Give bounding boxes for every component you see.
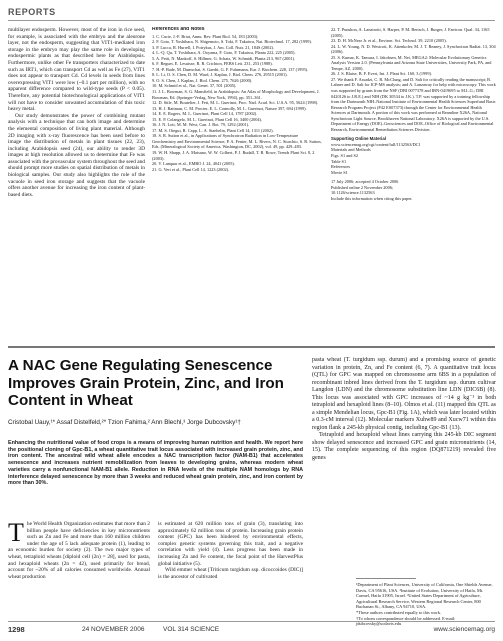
article-authors: Cristobal Uauy,¹* Assaf Distelfeld,²* Tzion Fahima,² Ann Blechl,³ Jorge Dubcovsky¹† [8,419,241,426]
reference-item: 6. F. Reguet, E. Lesuisse, R. R. Crichton, FEBS Lett. 231, 253 (1988). [152,61,273,67]
reference-item: 20. V. Lanquar et al., EMBO J. 24, 4041 (2005). [152,161,235,167]
volume: VOL 314 SCIENCE [163,626,220,633]
page-footer [8,621,495,636]
reference-item: 22. T. Punshon, A. Lanzirotti, S. Harper, P. M. Bertsch, J. Burger, J. Environ. Qual. 34, 1165 (2005). [331,27,490,38]
references-heading: References and Notes [152,27,205,32]
body-text: Wild emmer wheat [Triticum turgidum ssp. dicoccoides (DIC)] is the ancestor of cultivated [158,567,303,580]
article-abstract: Enhancing the nutritional value of food crops is a means of improving human nutrition and health. We report here the positional cloning of Gpc-B1, a wheat quantitative trait locus associated with increased grain protein, zinc, and iron content. The ancestral wild wheat allele encodes a NAC transcription factor (NAM-B1) that accelerates senescence and increases nutrient remobilization from leaves to developing grains, whereas modern wheat varieties carry a nonfunctional NAM-B1 allele. Reduction in RNA levels of the multiple NAM homologs by RNA interference delayed senescence by more than 3 weeks and reduced wheat grain protein, zinc, and iron content by more than 30%. [8,440,303,487]
body-column-3 [312,357,496,575]
body-text: Tetraploid and hexaploid wheat lines carrying this 245-kb DIC segment show delayed senescence and increased GPC and grain micronutrients (14, 15). The complete sequencing of this region (DQ871219) revealed five genes [312,432,496,461]
dropcap: T [8,521,24,547]
section-label: REPORTS [8,7,56,17]
reference-item: Include this information when citing this paper. [331,195,413,201]
issue-date: 24 NOVEMBER 2006 [82,626,145,633]
reference-item: 17. M. S. Otegui, R. Capp, L. A. Staehelin, Plant Cell 14, 1311 (2002). [152,127,274,133]
reference-item: www.sciencemag.org/cgi/content/full/1132563/DC1 [331,141,421,147]
paragraph: multilayer endosperm. However, most of the iron in rice seed, for example, is associated with the embryo and the aleurone layer, not the endosperm, suggesting that VIT1-mediated iron storage in the embryo may play the same role in developing endospermic plants as that described here for Arabidopsis. Furthermore, unlike other Fe transporters characterized to date such as IRT1, which can transport Cd as well as Fe (27), VIT1 does not appear to transport Cd. Cd levels in seeds from lines overexpressing VIT1 were low (~0.1 part per million), with no apparent difference compared to wild-type seeds (P < 0.05). Therefore, any potential biotechnological applications of VIT1 will not have to consider unwanted accumulation of this toxic heavy metal. [8,27,145,113]
reference-item: 19. W. H. Shapp, J. A. Maisano, W. W. Colbert, P. J. Rudall, T. B. Rowe, Trends Plant Sci. 8, 2 (2003). [152,150,315,161]
reference-item: 3. P. Lucca, R. Hurrell, I. Potrykus, J. Am. Coll. Nutr. 21, 184S (2002). [152,44,274,50]
reference-item: 17 July 2006; accepted 4 October 2006 [331,179,399,185]
reference-item: 12. D. Stile, M. Boutelier, J. Fett, M. L. Guerinot, Proc. Natl. Acad. Sci. U.S.A. 95, 5624 (1998). [152,100,319,106]
reference-item: 26. J. S. Blaise, B. F. Evert, Int. J. Plant Sci. 160, 3 (1999). [331,71,432,77]
reference-item: References [331,164,351,170]
journal-url[interactable]: www.sciencemag.org [433,626,495,633]
article-separator [8,346,495,348]
affiliations-text: ¹Department of Plant Sciences, University of California, One Shields Avenue, Davis, CA 95616, USA. ²Institute of Evolution, University of Haifa, Mt. Carmel, Haifa 31905, Israel. ³United States Department of Agriculture, Agricultural Research Service, Western Regional Research Center, 800 Buchanan St., Albany, CA 94710, USA. *These authors contributed equally to this work. †To whom correspondence should be addressed. E-mail: jdubcovsky@ucdavis.edu [356,582,493,627]
paragraph: Our study demonstrates the power of combining mutant analysis with a technique that can both image and determine the elemental composition of living plant material. Although 2D imaging with x-ray fluorescence has been used before to image the distribution of metals in plant tissues (22, 23), including Arabidopsis seed (24), our ability to render 3D images at high resolution allowed us to determine that Fe was associated with the provascular system throughout the seed and should prompt more studies on spatial distribution of metals in biological samples. Our study also highlights the role of the vacuole in seed iron storage and suggests that the vacuole offers another avenue for increasing the iron content of plant-based diets. [8,112,145,198]
reference-item: Movie S1 [331,169,348,175]
reference-item: Table S1 [331,158,347,164]
reference-item: 10.1126/science.1132563 [331,190,375,196]
reference-item: 16. J. N. Lott, M. M. West, Can. J. Bot. 79, 1292 (2001). [152,122,250,128]
supporting-list [331,142,496,175]
body-text: is estimated at 620 million tons of grain (3), translating into approximately 62 million tons of protein. Increasing grain protein content (GPC) has been hindered by environmental effects, complex genetic systems governing this trait, and a negative correlation with yield (4). Less progress has been made in increasing Zn and Fe content, the focal point of the HarvestPlus global initiative (5). [158,521,303,567]
page-number: 1298 [8,625,25,634]
reference-item: 4. L.-Q. Qu, T. Yoshihara, A. Ooyama, F. Goto, F. Takaiwa, Planta 222, 225 (2005). [152,50,296,56]
body-column-2 [158,521,303,617]
references-col1 [152,27,322,340]
reference-item: 9. O. S. Chen, J. Kaplan, J. Biol. Chem. 275, 7626 (2000). [152,77,253,83]
body-column-1 [8,521,150,617]
reference-item: 7. H.-P. Bade, M. Dumschat, S. Gaedtt, G. F. Fuhrmann, Eur. J. Biochem. 228, 137 (1995). [152,66,309,72]
reference-item: 21. G. Vert et al., Plant Cell 14, 1223 (2002). [152,166,230,172]
reference-item: 10. M. Schmid et al., Nat. Genet. 37, 501 (2005). [152,83,237,89]
reference-item: 24. L. W. Young, N. D. Westcott, K. Attenkofer, M. J. T. Reaney, J. Synchrotron Radiat. 13, 304 (2006). [331,43,496,55]
header-rule [8,20,495,21]
reference-item: 27. We thank F. Assadzi, C. R. McClung, and D. Salt for critically reading the manuscript; B. Lahner and D. Salt for ICP-MS analysis; and A. Lanzaway for help with microscopy. This work was supported by grants from the NSF (DBI 0077378 and IBN-0419695 to M.L.G.; DBI 0420126 to J.R.E.) and NIH (DK 30534 to J.K.). T.P. was supported by a training fellowship from the Dartmouth NIH–National Institute of Environmental Health Sciences Superfund Basic Research Program Project (P42 ES07373) through the Center for Environmental Health Sciences at Dartmouth. A portion of this work was performed at Beamline X26A, National Synchrotron Light Source, Brookhaven National Laboratory. X26A is supported by the U.S. Department of Energy (DOE)–Geosciences and DOE–Office of Biological and Environmental Research, Environmental Remediation Sciences Division. [331,76,496,132]
reference-item: 11. J. L. Bowman, S. G. Mansfield, in Arabidopsis: An Atlas of Morphology and Development, J. Bowman, Ed. (Springer-Verlag, New York, 1994), pp. 351–361. [152,89,320,100]
references-col2 [331,27,496,340]
body-text: he World Health Organization estimates that more than 2 billion people have deficiencies in key micronutrients such as Zn and Fe and more than 160 million children under the age of 5 lack adequate protein (1), leading to an economic burden for society (2). The two major types of wheat, tetraploid wheats [diploid cell (2n) = 28], used for pasta, and hexaploid wheats (2n = 42), used primarily for bread, account for ~20% of all calories consumed worldwide. Annual wheat production [8,521,150,580]
body-text: pasta wheat (T. turgidum ssp. durum) and a promising source of genetic variation in protein, Zn, and Fe content (6, 7). A quantitative trait locus (QTL) for GPC was mapped on chromosome arm 6BS in a population of recombinant inbred lines derived from the T. turgidum ssp. durum cultivar Langdon (LDN) and the chromosome substitution line LDN (DIC6B) (8). This locus was associated with GPC increases of ~14 g kg⁻¹ in both tetraploid and hexaploid lines (8–10). Olmos et al. (11) mapped this QTL as a simple Mendelian locus, Gpc-B1 (Fig. 1A), which was later located within a 0.3-cM interval (12). Molecular markers Xuhw89 and Xucw71 within this region flank a 245-kb physical contig, including Gpc-B1 (13). [312,357,496,431]
reference-list [152,34,322,173]
reference-item: 2. F. Goto, T. Yoshihara, N. Shigemoto, S. Toki, F. Takaiwa, Nat. Biotechnol. 17, 282 (1999). [152,39,312,45]
reference-item: 14. E. E. Rogers, M. L. Guerinot, Plant Cell 14, 1787 (2002). [152,111,258,117]
reference-item: 15. E. P. Colangelo, M. L. Guerinot, Plant Cell 16, 3400 (2004). [152,116,263,122]
reference-item: 8. L. Li, O. S. Chen, D. M. Ward, J. Kaplan, J. Biol. Chem. 276, 29515 (2001). [152,72,288,78]
reference-item: 1. C. Curie, J.-F. Briat, Annu. Rev. Plant Biol. 54, 183 (2003). [152,33,259,39]
top-left-column [8,27,145,340]
reference-item: 18. S. R. Sutton et al., in Applications of Synchrotron Radiation in Low-Temperature Geochemistry and Environmental Science, P. A. Fenter, M. L. Rivers, N. C. Sturchio, S. R. Sutton, Eds. (Mineralogical Society of America, Washington, DC, 2002), vol. 49, pp. 429–483. [152,133,322,150]
reference-item: Materials and Methods [331,147,371,153]
reference-item: 13. H. J. Rattman, C. M. Procter, E. L. Connolly, M. L. Guerinot, Nature 397, 694 (1999). [152,105,307,111]
article-title: A NAC Gene Regulating Senescence Improves Grain Protein, Zinc, and Iron Content in Wheat [8,357,284,409]
reference-item: Published online 2 November 2006; [331,184,394,190]
reference-item: 25. S. Kumar, K. Tamura, I. Jakobsen, M. Nei, MEGA2: Molecular Evolutionary Genetics Analysis Version 2.0. (Pennsylvania and Arizona State Universities, University Park, PA, and Tempe, AZ, 2000). [331,54,492,71]
reference-item: 5. A. Petit, N. Mankoff, S. Hillmer, G. Schatz, W. Schmidt, Planta 213, 967 (2001). [152,55,296,61]
reference-item: 23. D. H. McNear Jr. et al., Environ. Sci. Technol. 39, 2210 (2005). [331,38,447,44]
supporting-heading: Supporting Online Material [331,136,386,142]
reference-list [331,27,496,132]
reference-item: Figs. S1 and S2 [331,153,358,159]
dates-list [331,179,496,201]
